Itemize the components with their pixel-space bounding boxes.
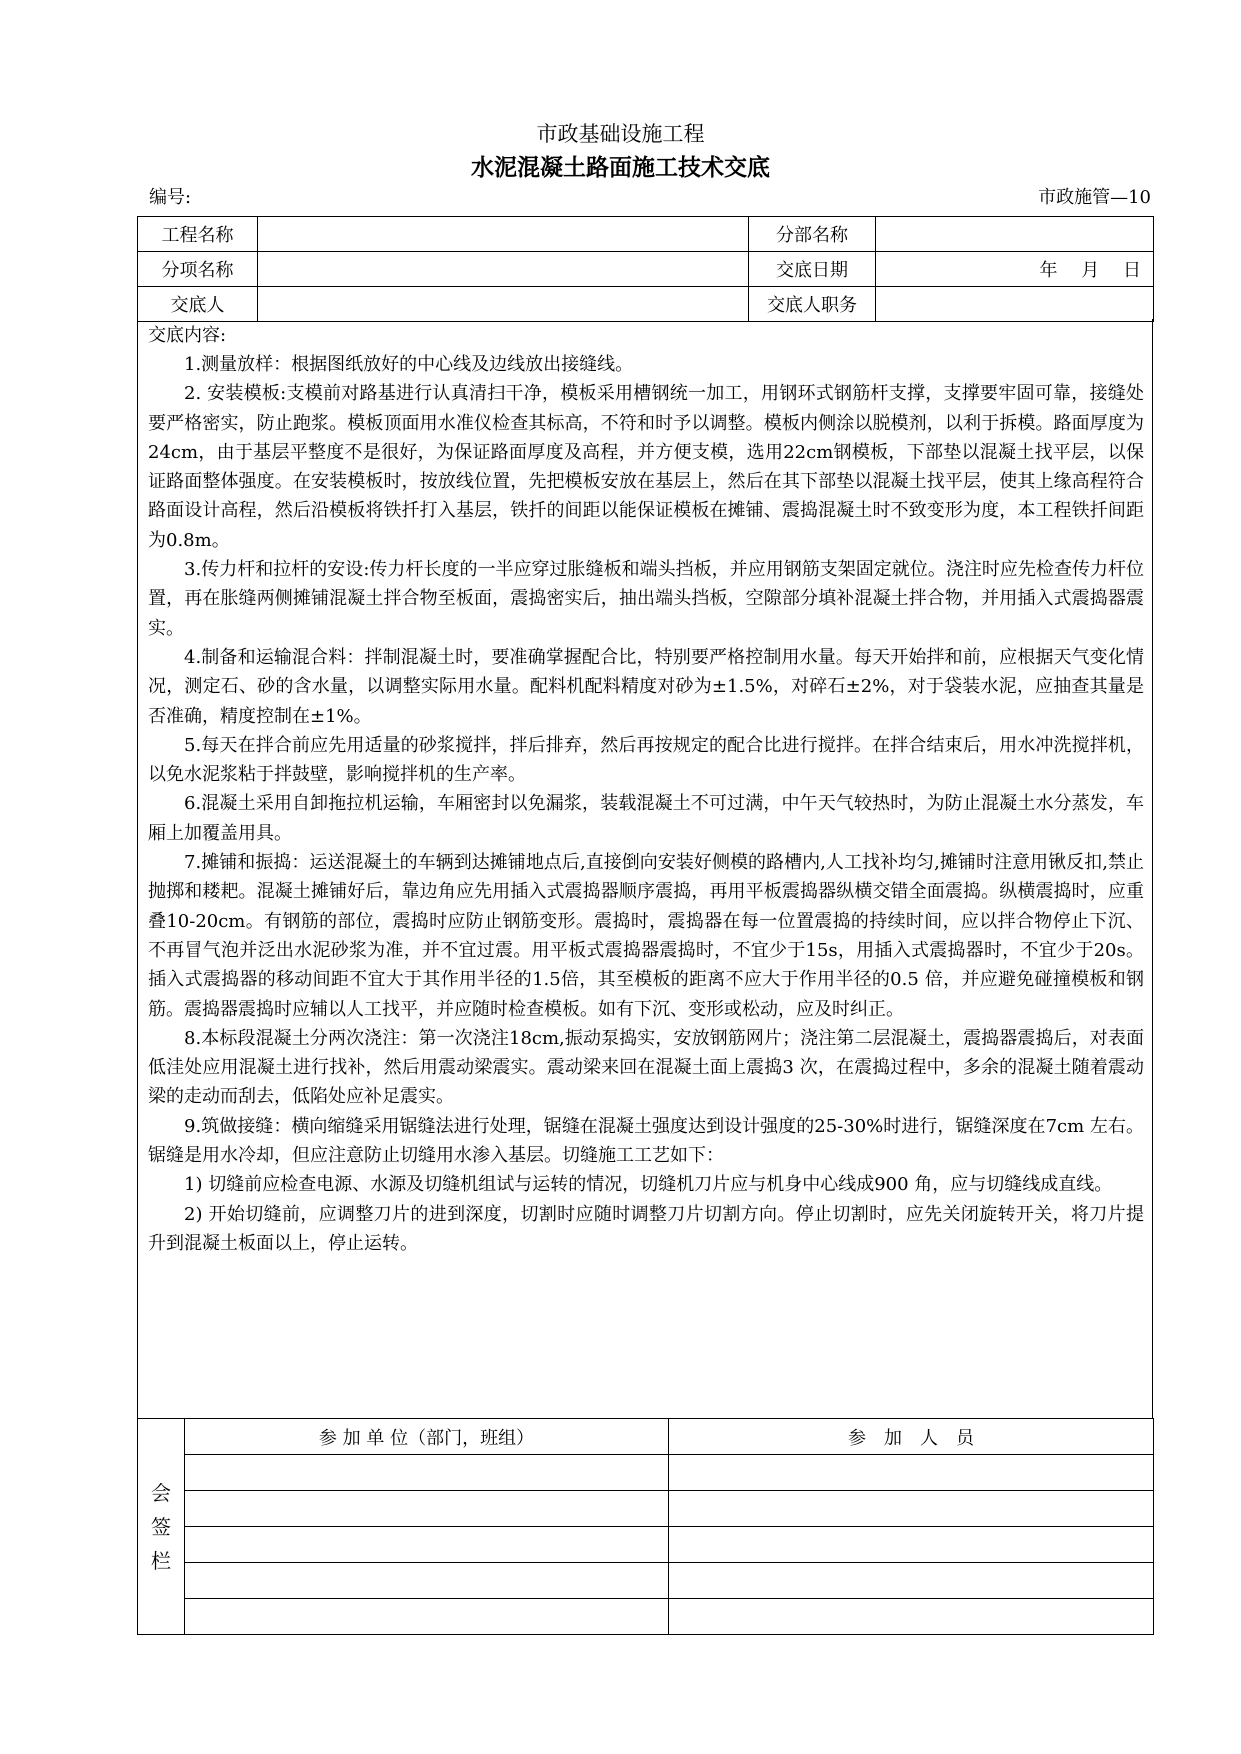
info-row-project (138, 217, 1154, 252)
form-code: 市政施管—10 (1038, 187, 1151, 208)
unit-field[interactable] (185, 1491, 669, 1527)
content-paragraph: 6.混凝土采用自卸拖拉机运输，车厢密封以免漏浆，装载混凝土不可过满，中午天气较热时，为防止混凝土水分蒸发，车厢上加覆盖用具。 (148, 793, 1144, 844)
signoff-header-row (138, 1419, 1154, 1455)
document-title: 水泥混凝土路面施工技术交底 (471, 154, 770, 181)
participating-people-header: 参 加 人 员 (669, 1419, 1154, 1455)
content-paragraph: 2) 开始切缝前，应调整刀片的进到深度，切割时应随时调整刀片切割方向。停止切割时，应先关闭旋转开关，将刀片提升到混凝土板面以上，停止运转。 (148, 1203, 1144, 1254)
content-paragraph: 4.制备和运输混合料：拌制混凝土时，要准确掌握配合比，特别要严格控制用水量。每天开始拌和前，应根据天气变化情况，测定石、砂的含水量，以调整实际用水量。配料机配料精度对砂为±1.5%，对碎石±2%，对于袋装水泥，应抽查其量是否准确，精度控制在±1%。 (148, 646, 1144, 727)
content-paragraph: 7.摊铺和振捣：运送混凝土的车辆到达摊铺地点后,直接倒向安装好侧模的路槽内,人工找补均匀,摊铺时注意用锹反扣,禁止抛掷和耧耙。混凝土摊铺好后，靠边角应先用插入式震捣器顺序震捣，再用平板震捣器纵横交错全面震捣。纵横震捣时，应重叠10-20cm。有钢筋的部位，震捣时应防止钢筋变形。震捣时，震捣器在每一位置震捣的持续时间，应以拌合物停止下沉、不再冒气泡并泛出水泥砂浆为准，并不宜过震。用平板式震捣器震捣时，不宜少于15s，用插入式震捣器时，不宜少于20s。插入式震捣器的移动间距不宜大于其作用半径的1.5倍，其至模板的距离不应大于作用半径的0.5 倍，并应避免碰撞模板和钢筋。震捣器震捣时应辅以人工找平，并应随时检查模板。如有下沉、变形或松动，应及时纠正。 (148, 852, 1144, 1020)
division-name-label: 分部名称 (749, 217, 876, 252)
people-field[interactable] (669, 1563, 1154, 1599)
disclosure-content (137, 319, 1153, 1418)
content-paragraph: 9.筑做接缝：横向缩缝采用锯缝法进行处理，锯缝在混凝土强度达到设计强度的25-30%时进行，锯缝深度在7cm 左右。锯缝是用水冷却，但应注意防止切缝用水渗入基层。切缝施工工艺如下： (148, 1115, 1144, 1167)
signoff-row (138, 1491, 1154, 1527)
signoff-side-label: 会 签 栏 (138, 1419, 185, 1635)
subitem-name-field[interactable] (258, 252, 749, 287)
info-table (137, 216, 1154, 322)
project-name-label: 工程名称 (138, 217, 258, 252)
people-field[interactable] (669, 1599, 1154, 1635)
unit-field[interactable] (185, 1527, 669, 1563)
signoff-table (137, 1418, 1154, 1635)
content-paragraph: 2. 安装模板:支模前对路基进行认真清扫干净，模板采用槽钢统一加工，用钢环式钢筋杆支撑，支撑要牢固可靠，接缝处要严格密实，防止跑浆。模板顶面用水准仪检查其标高，不符和时予以调整。模板内侧涂以脱模剂，以利于拆模。路面厚度为24cm，由于基层平整度不是很好，为保证路面厚度及高程，并方便支模，选用22cm钢模板，下部垫以混凝土找平层，以保证路面整体强度。在安装模板时，按放线位置，先把模板安放在基层上，然后在其下部垫以混凝土找平层，使其上缘高程符合路面设计高程，然后沿模板将铁扦打入基层，铁扦的间距以能保证模板在摊铺、震捣混凝土时不致变形为度，本工程铁扦间距为0.8m。 (148, 383, 1144, 551)
date-field[interactable]: 年 月 日 (876, 252, 1154, 287)
content-paragraph: 5.每天在拌合前应先用适量的砂浆搅拌，拌后排弃，然后再按规定的配合比进行搅拌。在拌合结束后，用水冲洗搅拌机，以免水泥浆粘于拌鼓壁，影响搅拌机的生产率。 (148, 734, 1144, 786)
date-label: 交底日期 (749, 252, 876, 287)
presenter-label: 交底人 (138, 287, 258, 322)
page-subtitle: 市政基础设施工程 (536, 122, 705, 146)
signoff-row (138, 1599, 1154, 1635)
info-row-presenter (138, 287, 1154, 322)
content-paragraph: 1) 切缝前应检查电源、水源及切缝机组试与运转的情况，切缝机刀片应与机身中心线成900 角，应与切缝线成直线。 (184, 1174, 1113, 1196)
presenter-title-field[interactable] (876, 287, 1154, 322)
unit-field[interactable] (185, 1599, 669, 1635)
signoff-row (138, 1563, 1154, 1599)
signoff-row (138, 1455, 1154, 1491)
content-paragraph: 3.传力杆和拉杆的安设:传力杆长度的一半应穿过胀缝板和端头挡板，并应用钢筋支架固定就位。浇注时应先检查传力杆位置，再在胀缝两侧摊铺混凝土拌合物至板面，震捣密实后，抽出端头挡板，空隙部分填补混凝土拌合物，并用插入式震捣器震实。 (148, 559, 1144, 639)
people-field[interactable] (669, 1491, 1154, 1527)
people-field[interactable] (669, 1527, 1154, 1563)
content-paragraph: 1.测量放样：根据图纸放好的中心线及边线放出接缝线。 (184, 354, 634, 375)
unit-field[interactable] (185, 1455, 669, 1491)
presenter-field[interactable] (258, 287, 749, 322)
info-row-subitem (138, 252, 1154, 287)
document-number-label: 编号: (149, 187, 192, 208)
division-name-field[interactable] (876, 217, 1154, 252)
unit-field[interactable] (185, 1563, 669, 1599)
subitem-name-label: 分项名称 (138, 252, 258, 287)
content-paragraph: 8.本标段混凝土分两次浇注：第一次浇注18cm,振动泵捣实，安放钢筋网片；浇注第二层混凝土，震捣器震捣后，对表面低洼处应用混凝土进行找补，然后用震动梁震实。震动梁来回在混凝土面上震捣3 次，在震捣过程中，多余的混凝土随着震动梁的走动而刮去，低陷处应补足震实。 (148, 1027, 1144, 1108)
people-field[interactable] (669, 1455, 1154, 1491)
signoff-row (138, 1527, 1154, 1563)
content-heading: 交底内容: (148, 325, 227, 346)
participating-unit-header: 参 加 单 位（部门，班组） (185, 1419, 669, 1455)
project-name-field[interactable] (258, 217, 749, 252)
presenter-title-label: 交底人职务 (749, 287, 876, 322)
